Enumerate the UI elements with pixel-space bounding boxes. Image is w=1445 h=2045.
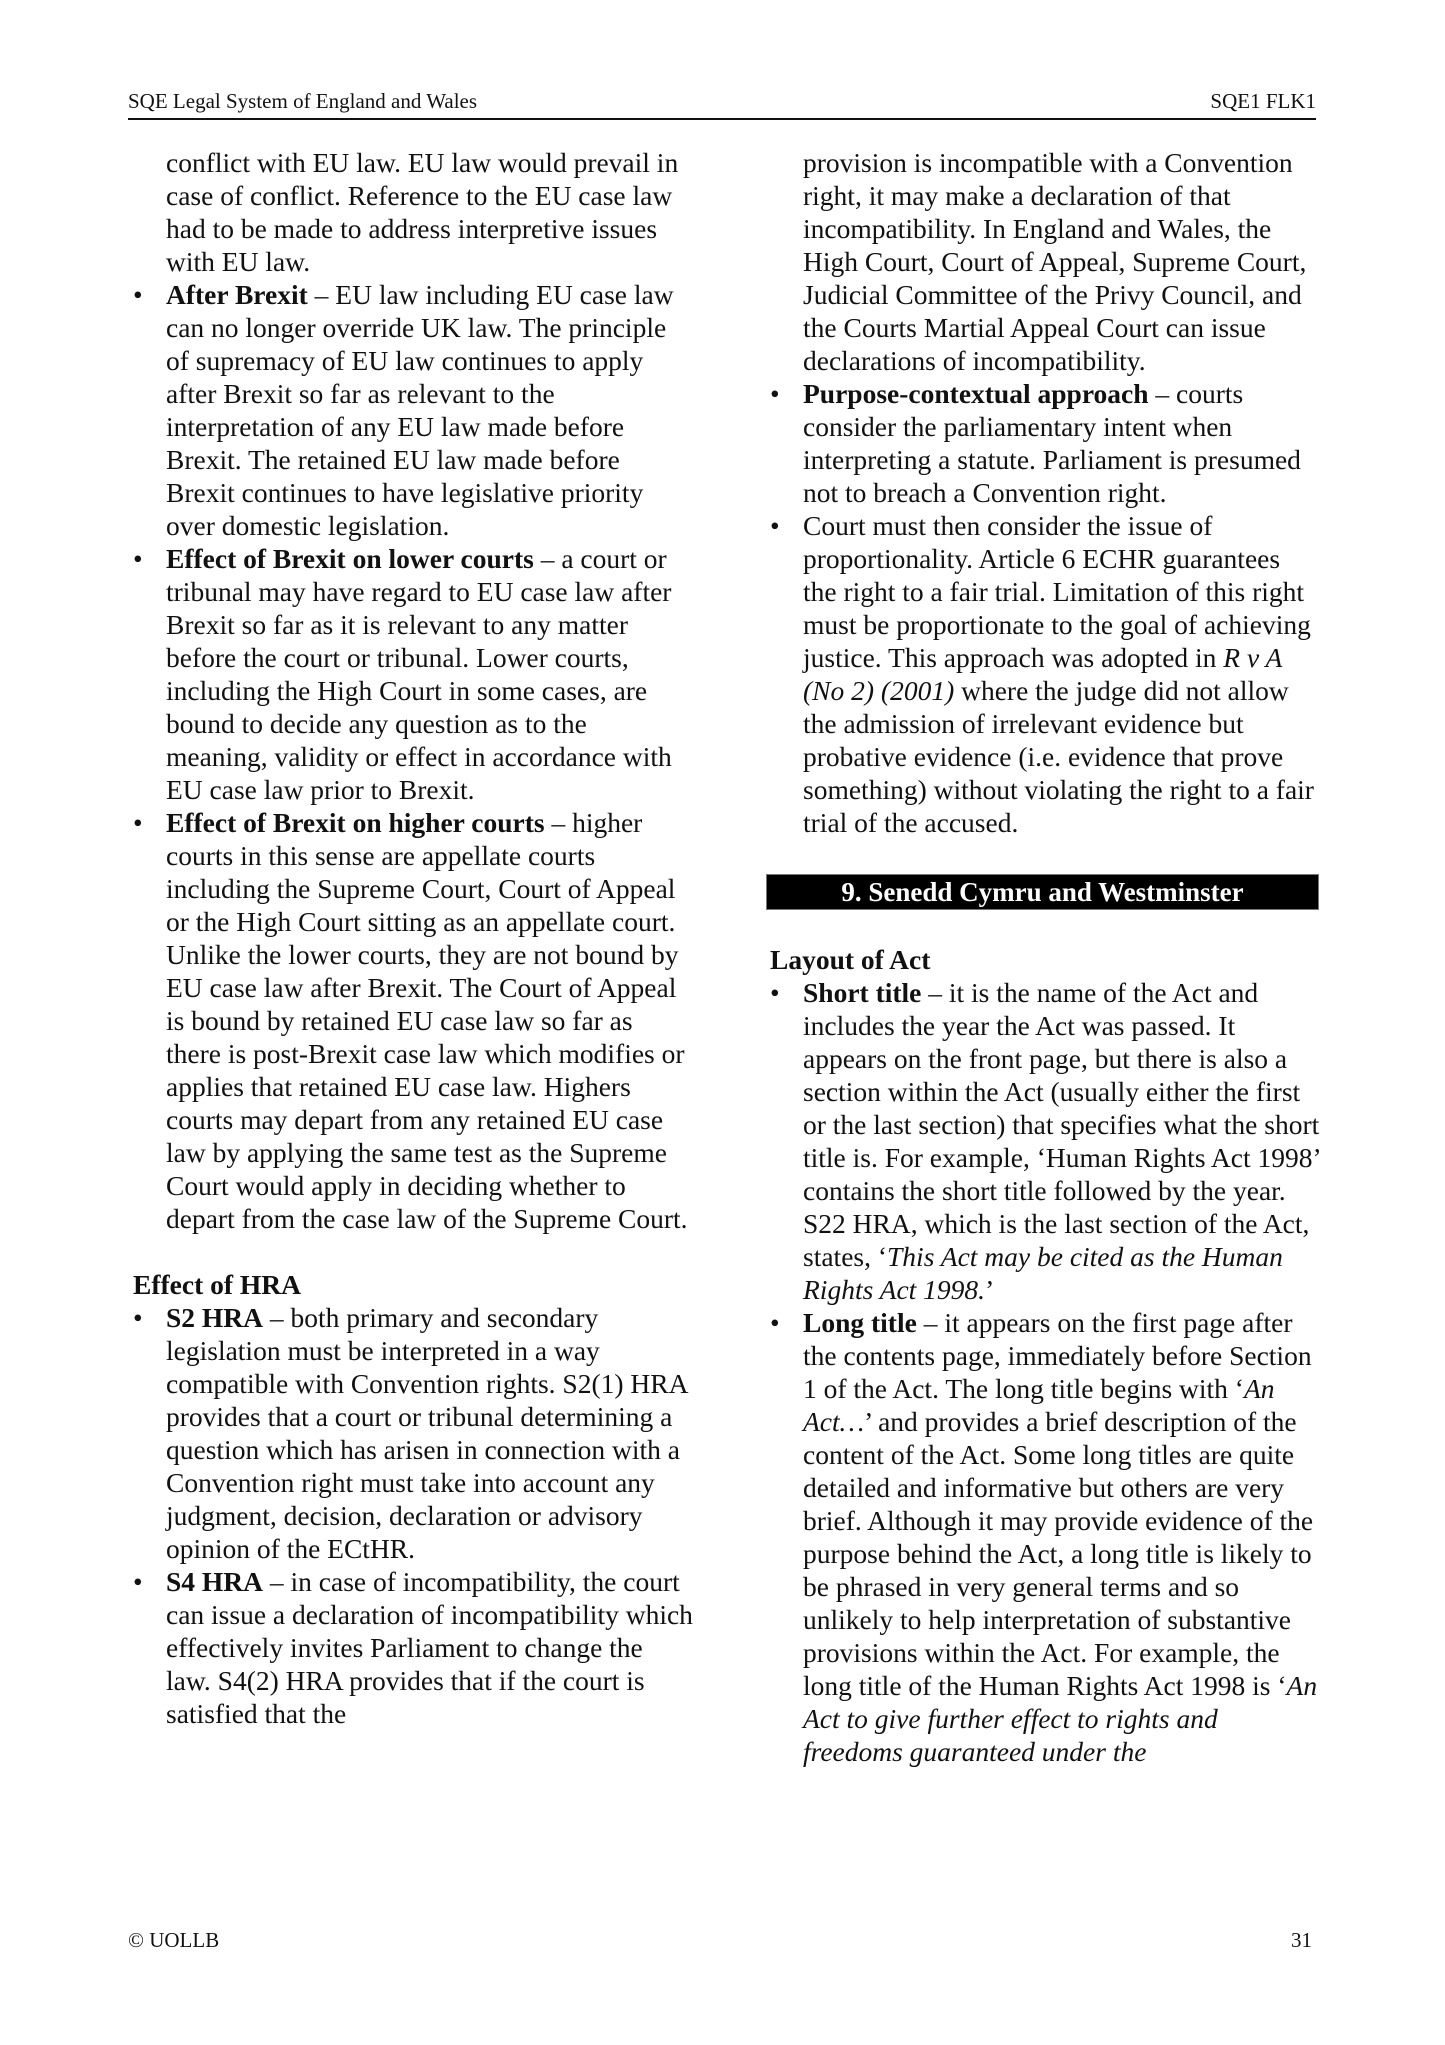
bullet-term: S4 HRA bbox=[166, 1566, 264, 1597]
bullet-icon: • bbox=[770, 378, 780, 409]
bullet-text: – EU law including EU case law can no longer override UK law. The principle of supremacy of EU law continues to apply after Brexit so far as relevant to the interpretation of any EU law made before Brexit. The retained EU law made before Brexit continues to have legislative priority over domestic legislation. bbox=[166, 279, 674, 541]
statute-quote: This Act may be cited as the Human Rights Act 1998. bbox=[803, 1241, 1283, 1305]
list-item bbox=[133, 1301, 693, 1565]
list-item bbox=[133, 806, 693, 1235]
bullet-term: Short title bbox=[803, 977, 922, 1008]
bullet-icon: • bbox=[770, 977, 780, 1008]
bullet-text: – both primary and secondary legislation must be interpreted in a way compatible with Convention rights. S2(1) HRA provides that a court or tribunal determining a question which has arisen in connection with a Convention right must take into account any judgment, decision, declaration or advisory opinion of the ECtHR. bbox=[166, 1302, 687, 1564]
list-item bbox=[133, 1565, 693, 1730]
bullet-text: where the judge did not allow the admission of irrelevant evidence but probative evidence (i.e. evidence that prove something) without violating the right to a fair trial of the accused. bbox=[803, 675, 1314, 838]
section-heading-layout: Layout of Act bbox=[770, 944, 931, 975]
list-item bbox=[770, 976, 1320, 1306]
bullet-text: – higher courts in this sense are appellate courts including the Supreme Court, Court of Appeal or the High Court sitting as an appellate court. Unlike the lower courts, they are not bound by EU case law after Brexit. The Court of Appeal is bound by retained EU case law so far as there is post-Brexit case law which modifies or applies that retained EU case law. Highers courts may depart from any retained EU case law by applying the same test as the Supreme Court would apply in deciding whether to depart from the case law of the Supreme Court. bbox=[166, 807, 688, 1234]
bullet-icon: • bbox=[133, 279, 143, 310]
spacer bbox=[770, 839, 1320, 872]
hra-bullet-list bbox=[133, 1301, 693, 1730]
section-heading-hra: Effect of HRA bbox=[133, 1269, 301, 1300]
left-column bbox=[133, 146, 693, 1730]
bullet-icon: • bbox=[770, 510, 780, 541]
bullet-text: – a court or tribunal may have regard to EU case law after Brexit so far as it is relevant to any matter before the court or tribunal. Lower courts, including the High Court in some cases, are bound to decide any question as to the meaning, validity or effect in accordance with EU case law prior to Brexit. bbox=[166, 543, 672, 805]
module-code: SQE1 FLK1 bbox=[1210, 89, 1316, 113]
page-header bbox=[128, 86, 1316, 120]
spacer bbox=[770, 910, 1320, 943]
bullet-text: – it is the name of the Act and includes the year the Act was passed. It appears on the front page, but there is also a section within the Act (usually either the first or the last section) that specifies what the short title is. For example, ‘Human Rights Act 1998’ contains the short title followed by the year. S22 HRA, which is the last section of the Act, states, ‘ bbox=[803, 977, 1320, 1272]
interpretation-bullet-list bbox=[770, 377, 1320, 839]
bullet-text: – courts consider the parliamentary intent when interpreting a statute. Parliament is presumed not to breach a Convention right. bbox=[803, 378, 1301, 508]
spacer bbox=[133, 1235, 693, 1268]
section-banner: 9. Senedd Cymru and Westminster bbox=[766, 874, 1319, 910]
layout-bullet-list bbox=[770, 976, 1320, 1768]
brexit-bullet-list bbox=[133, 278, 693, 1235]
case-citation: R v A (No 2) (2001) bbox=[803, 642, 1282, 706]
right-column bbox=[770, 146, 1320, 1768]
page-number: 31 bbox=[1291, 1928, 1312, 1952]
document-title: SQE Legal System of England and Wales bbox=[128, 89, 478, 113]
bullet-text: Court must then consider the issue of proportionality. Article 6 ECHR guarantees the right to a fair trial. Limitation of this right must be proportionate to the goal of achieving justice. This approach was adopted in bbox=[803, 510, 1311, 673]
paragraph-continuation: conflict with EU law. EU law would prevail in case of conflict. Reference to the EU case law had to be made to address interpretive issues with EU law. bbox=[166, 147, 679, 277]
list-item bbox=[133, 542, 693, 806]
bullet-term: Effect of Brexit on lower courts bbox=[166, 543, 534, 574]
list-item bbox=[133, 278, 693, 542]
bullet-term: S2 HRA bbox=[166, 1302, 264, 1333]
list-item bbox=[770, 1306, 1320, 1768]
bullet-term: Purpose-contextual approach bbox=[803, 378, 1149, 409]
statute-quote: An Act to give further effect to rights and freedoms guaranteed under the bbox=[803, 1670, 1318, 1767]
bullet-term: Effect of Brexit on higher courts bbox=[166, 807, 545, 838]
bullet-icon: • bbox=[133, 1302, 143, 1333]
bullet-icon: • bbox=[133, 543, 143, 574]
bullet-icon: • bbox=[770, 1307, 780, 1338]
bullet-text: ’ and provides a brief description of the content of the Act. Some long titles are quite detailed and informative but others are very brief. Although it may provide evidence of the purpose behind the Act, a long title is likely to be phrased in very general terms and so unlikely to help interpretation of substantive provisions within the Act. For example, the long title of the Human Rights Act 1998 is ‘ bbox=[803, 1406, 1314, 1701]
copyright: © UOLLB bbox=[128, 1928, 220, 1952]
bullet-term: After Brexit bbox=[166, 279, 308, 310]
paragraph-continuation: provision is incompatible with a Convention right, it may make a declaration of that incompatibility. In England and Wales, the High Court, Court of Appeal, Supreme Court, Judicial Committee of the Privy Council, and the Courts Martial Appeal Court can issue declarations of incompatibility. bbox=[803, 147, 1307, 376]
bullet-text: – it appears on the first page after the contents page, immediately before Section 1 of the Act. The long title begins with ‘ bbox=[803, 1307, 1312, 1404]
bullet-text: – in case of incompatibility, the court can issue a declaration of incompatibility which effectively invites Parliament to change the law. S4(2) HRA provides that if the court is satisfied that the bbox=[166, 1566, 693, 1729]
bullet-term: Long title bbox=[803, 1307, 917, 1338]
statute-quote: An Act… bbox=[803, 1373, 1275, 1437]
bullet-icon: • bbox=[133, 1566, 143, 1597]
bullet-text: ’ bbox=[985, 1274, 995, 1305]
list-item bbox=[770, 509, 1320, 839]
bullet-icon: • bbox=[133, 807, 143, 838]
list-item bbox=[770, 377, 1320, 509]
